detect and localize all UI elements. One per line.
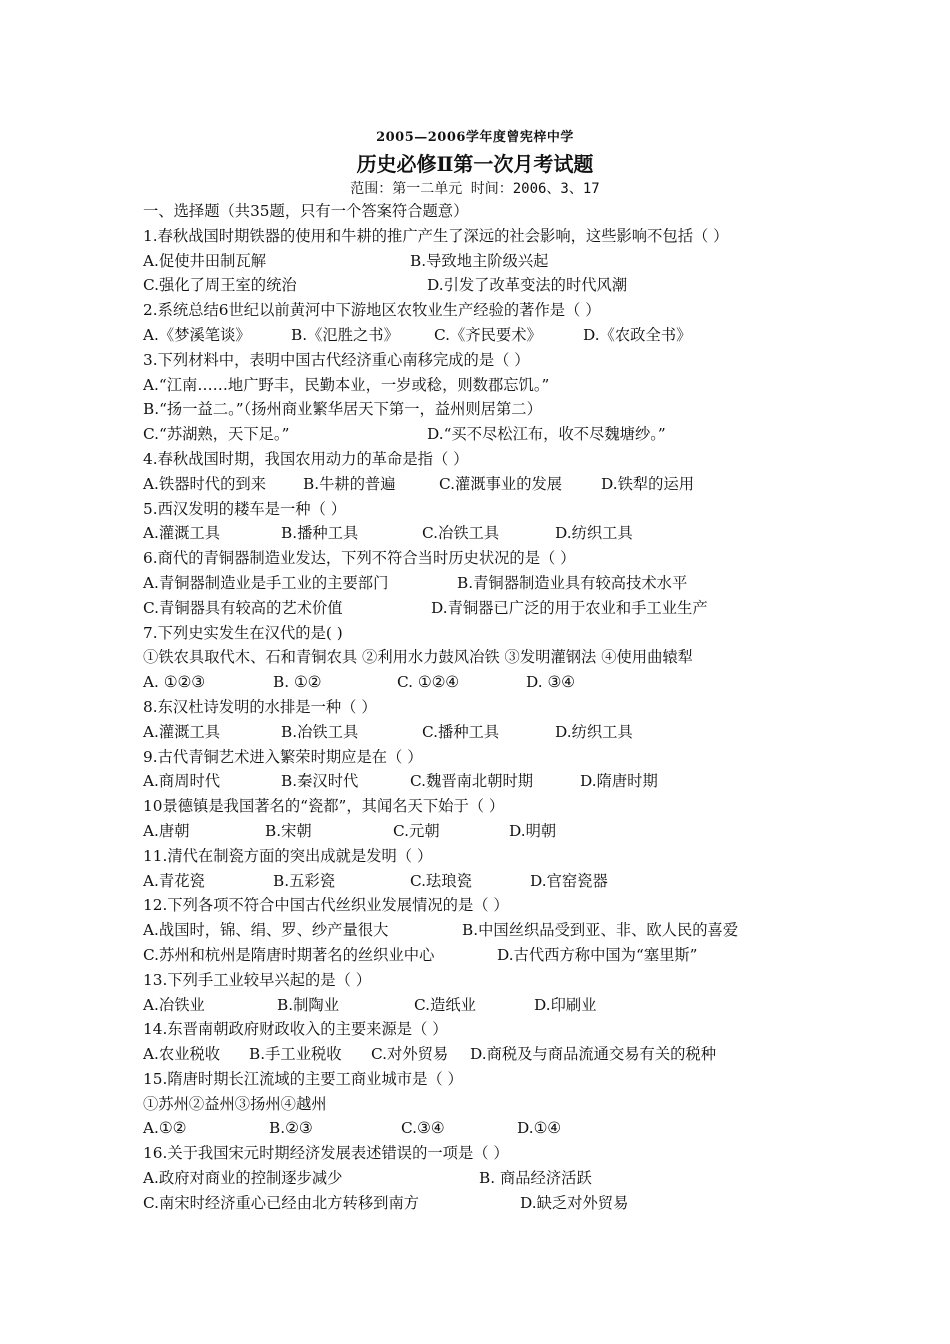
exam-scope-and-date: 范围：第一二单元 时间：2006、3、17 bbox=[350, 181, 600, 197]
option-d: D.青铜器已广泛的用于农业和手工业生产 bbox=[431, 598, 708, 617]
option-c: C. ①②④ bbox=[397, 673, 460, 692]
option-d: D.古代西方称中国为“塞里斯” bbox=[497, 945, 698, 964]
option-b: B.青铜器制造业具有较高技术水平 bbox=[457, 573, 688, 592]
option-a: A.铁器时代的到来 bbox=[143, 474, 266, 493]
option-row bbox=[143, 472, 803, 497]
option-a: A.青花瓷 bbox=[143, 871, 205, 890]
question-stem: 8.东汉杜诗发明的水排是一种（ ） bbox=[143, 697, 377, 716]
question-stem: 11.清代在制瓷方面的突出成就是发明（ ） bbox=[143, 846, 433, 865]
option-row bbox=[143, 943, 803, 968]
option-d: D.“买不尽松江布，收不尽魏塘纱。” bbox=[427, 425, 666, 444]
statement-items: ①铁农具取代木、石和青铜农具 ②利用水力鼓风冶铁 ③发明灌钢法 ④使用曲辕犁 bbox=[143, 648, 693, 667]
option-b: B.制陶业 bbox=[277, 995, 339, 1014]
option-a: A.战国时，锦、绢、罗、纱产量很大 bbox=[143, 921, 389, 940]
statement-items: ①苏州②益州③扬州④越州 bbox=[143, 1094, 327, 1113]
exam-content bbox=[143, 199, 803, 1216]
option-c: C.灌溉事业的发展 bbox=[439, 474, 563, 493]
option-row bbox=[143, 521, 803, 546]
option-row bbox=[143, 273, 803, 298]
option-b: B.牛耕的普遍 bbox=[303, 474, 396, 493]
question-stem: 13.下列手工业较早兴起的是（ ） bbox=[143, 970, 372, 989]
option-c: C.南宋时经济重心已经由北方转移到南方 bbox=[143, 1193, 420, 1212]
option-a: A.青铜器制造业是手工业的主要部门 bbox=[143, 573, 389, 592]
option-row bbox=[143, 422, 803, 447]
option-b: B. ①② bbox=[273, 673, 322, 692]
option-c: C.魏晋南北朝时期 bbox=[410, 772, 534, 791]
option-c: C.冶铁工具 bbox=[422, 524, 500, 543]
option-row bbox=[143, 720, 803, 745]
option-row bbox=[143, 249, 803, 274]
option-d: D.印刷业 bbox=[534, 995, 597, 1014]
option-d: D.引发了改革变法的时代风潮 bbox=[427, 276, 628, 295]
option-row bbox=[143, 571, 803, 596]
question-stem: 3.下列材料中，表明中国古代经济重心南移完成的是（ ） bbox=[143, 350, 530, 369]
question-stem: 4.春秋战国时期，我国农用动力的革命是指（ ） bbox=[143, 449, 469, 468]
option-b: B.《氾胜之书》 bbox=[291, 325, 399, 344]
option-c: C.对外贸易 bbox=[371, 1045, 449, 1064]
option-a: A.唐朝 bbox=[143, 821, 190, 840]
option-a: A.农业税收 bbox=[143, 1045, 221, 1064]
option-row bbox=[143, 596, 803, 621]
question-stem: 9.古代青铜艺术进入繁荣时期应是在（ ） bbox=[143, 747, 423, 766]
option-a: A.冶铁业 bbox=[143, 995, 205, 1014]
option-c: C.③④ bbox=[401, 1119, 445, 1138]
option-d: D.《农政全书》 bbox=[583, 325, 692, 344]
question-stem: 1.春秋战国时期铁器的使用和牛耕的推广产生了深远的社会影响，这些影响不包括（ ） bbox=[143, 226, 729, 245]
option-d: D.隋唐时期 bbox=[580, 772, 658, 791]
option-c: C.造纸业 bbox=[414, 995, 476, 1014]
option-c: C.播种工具 bbox=[422, 722, 500, 741]
option-d: D.纺织工具 bbox=[555, 524, 633, 543]
option-a: A.灌溉工具 bbox=[143, 524, 221, 543]
question-stem: 16.关于我国宋元时期经济发展表述错误的一项是（ ） bbox=[143, 1144, 509, 1163]
option-row bbox=[143, 1042, 803, 1067]
option-a: A.灌溉工具 bbox=[143, 722, 221, 741]
option-c: C.珐琅瓷 bbox=[410, 871, 472, 890]
option-d: D.①④ bbox=[517, 1119, 562, 1138]
option-a: A.政府对商业的控制逐步减少 bbox=[143, 1169, 343, 1188]
statement-list bbox=[143, 1092, 803, 1117]
option-b: B.播种工具 bbox=[281, 524, 359, 543]
option-b: B. 商品经济活跃 bbox=[479, 1169, 592, 1188]
option-row bbox=[143, 373, 803, 398]
option-b: B.导致地主阶级兴起 bbox=[410, 251, 549, 270]
option-b: B.②③ bbox=[269, 1119, 313, 1138]
exam-title: 历史必修Ⅱ第一次月考试题 bbox=[356, 152, 594, 176]
option-row bbox=[143, 1116, 803, 1141]
option-b: B.冶铁工具 bbox=[281, 722, 359, 741]
option-row bbox=[143, 1166, 803, 1191]
option-a: A.《梦溪笔谈》 bbox=[143, 325, 251, 344]
question-stem: 6.商代的青铜器制造业发达，下列不符合当时历史状况的是（ ） bbox=[143, 549, 576, 568]
option-d: D.商税及与商品流通交易有关的税种 bbox=[470, 1045, 717, 1064]
question-stem: 12.下列各项不符合中国古代丝织业发展情况的是（ ） bbox=[143, 896, 509, 915]
option-c: C.强化了周王室的统治 bbox=[143, 276, 297, 295]
option-d: D.铁犁的运用 bbox=[601, 474, 695, 493]
option-row bbox=[143, 1191, 803, 1216]
option-row bbox=[143, 323, 803, 348]
option-row bbox=[143, 869, 803, 894]
option-c: C.“苏湖熟，天下足。” bbox=[143, 425, 290, 444]
option-b: B.中国丝织品受到亚、非、欧人民的喜爱 bbox=[462, 921, 739, 940]
question-stem: 10景德镇是我国著名的“瓷都”，其闻名天下始于（ ） bbox=[143, 797, 505, 816]
option-b: B.“扬一益二。”（扬州商业繁华居天下第一，益州则居第二） bbox=[143, 400, 542, 419]
option-row bbox=[143, 397, 803, 422]
option-row bbox=[143, 769, 803, 794]
option-c: C.青铜器具有较高的艺术价值 bbox=[143, 598, 343, 617]
option-b: B.宋朝 bbox=[265, 821, 312, 840]
option-d: D.纺织工具 bbox=[555, 722, 633, 741]
option-b: B.五彩瓷 bbox=[273, 871, 335, 890]
option-a: A.①② bbox=[143, 1119, 187, 1138]
option-c: C.《齐民要术》 bbox=[434, 325, 542, 344]
question-stem: 5.西汉发明的耧车是一种（ ） bbox=[143, 499, 347, 518]
option-d: D.明朝 bbox=[509, 821, 557, 840]
option-row bbox=[143, 819, 803, 844]
question-stem: 15.隋唐时期长江流域的主要工商业城市是（ ） bbox=[143, 1069, 463, 1088]
option-d: D. ③④ bbox=[526, 673, 575, 692]
question-stem: 7.下列史实发生在汉代的是( ) bbox=[143, 623, 343, 642]
school-year-heading: 2005—2006学年度曾宪梓中学 bbox=[376, 130, 574, 145]
option-d: D.官窑瓷器 bbox=[530, 871, 608, 890]
option-c: C.元朝 bbox=[393, 821, 440, 840]
option-a: A.“江南……地广野丰，民勤本业，一岁或稔，则数郡忘饥。” bbox=[143, 375, 550, 394]
question-stem: 2.系统总结6世纪以前黄河中下游地区农牧业生产经验的著作是（ ） bbox=[143, 301, 601, 320]
option-row bbox=[143, 670, 803, 695]
option-a: A.商周时代 bbox=[143, 772, 221, 791]
option-row bbox=[143, 993, 803, 1018]
section-heading: 一、选择题（共35题，只有一个答案符合题意） bbox=[143, 202, 469, 220]
option-d: D.缺乏对外贸易 bbox=[520, 1193, 629, 1212]
option-b: B.手工业税收 bbox=[249, 1045, 342, 1064]
option-row bbox=[143, 918, 803, 943]
option-b: B.秦汉时代 bbox=[281, 772, 359, 791]
option-a: A.促使井田制瓦解 bbox=[143, 251, 266, 270]
statement-list bbox=[143, 645, 803, 670]
option-c: C.苏州和杭州是隋唐时期著名的丝织业中心 bbox=[143, 945, 435, 964]
question-stem: 14.东晋南朝政府财政收入的主要来源是（ ） bbox=[143, 1020, 448, 1039]
option-a: A. ①②③ bbox=[143, 673, 205, 692]
